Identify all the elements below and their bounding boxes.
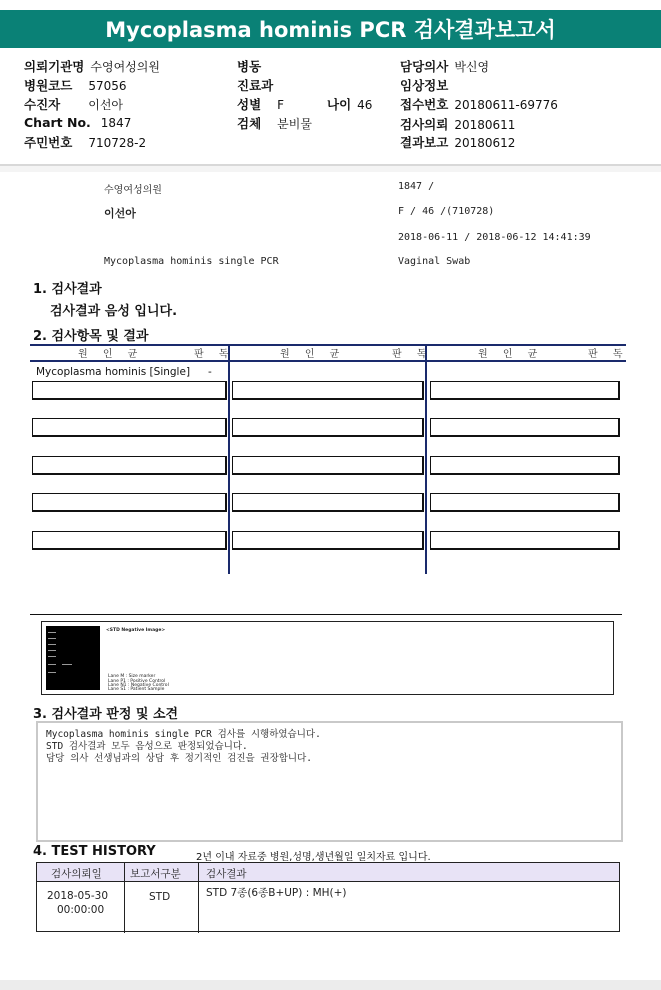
col2-pathogen-head: 원 인 균 — [280, 349, 346, 360]
result-box — [32, 456, 227, 475]
gel-electrophoresis-image — [46, 626, 100, 690]
specimen-field — [237, 114, 312, 132]
history-row-type: STD — [149, 891, 171, 903]
gel-band — [48, 664, 56, 665]
section4-title: 4. TEST HISTORY — [33, 844, 156, 859]
opinion-box — [36, 721, 623, 842]
result-box — [430, 493, 620, 512]
gel-legend-line: Lane P1 : Positive Control — [108, 679, 166, 684]
results-col-divider-1 — [228, 344, 230, 574]
gel-caption-title: <STD Negative Image> — [106, 628, 166, 633]
result-box — [232, 418, 424, 437]
history-header-result: 검사결과 — [206, 868, 247, 880]
results-col-divider-2 — [425, 344, 427, 574]
section1-title: 1. 검사결과 — [33, 282, 102, 297]
history-row-date: 2018-05-30 — [47, 890, 109, 902]
col1-pathogen-head: 원 인 균 — [78, 349, 144, 360]
patient-label: 수진자 — [24, 97, 61, 112]
request-value: 20180611 — [454, 118, 516, 132]
result-box — [32, 381, 227, 400]
sex-field — [237, 95, 284, 113]
rrn-value: 710728-2 — [88, 136, 147, 150]
history-header-type: 보고서구분 — [130, 868, 181, 880]
rrn-field — [24, 133, 146, 151]
report-title: Mycoplasma hominis PCR 검사결과보고서 — [0, 10, 661, 48]
results-table — [30, 344, 629, 574]
reception-value: 20180611-69776 — [454, 98, 558, 112]
specimen-label: 검체 — [237, 116, 262, 131]
chart-field — [24, 115, 131, 130]
doctor-label: 담당의사 — [400, 59, 449, 74]
gel-band — [48, 632, 56, 633]
history-row-time: 00:00:00 — [57, 904, 105, 916]
patient-field — [24, 95, 123, 113]
chart-value: 1847 — [100, 116, 132, 130]
results-table-headline — [30, 360, 626, 362]
mid-sex-age: F / 46 /(710728) — [398, 206, 495, 217]
gel-band — [48, 638, 56, 639]
history-col-divider — [124, 863, 125, 933]
reception-field — [400, 95, 558, 113]
result-box — [430, 456, 620, 475]
doctor-value: 박신영 — [454, 60, 490, 74]
gel-legend-line: Lane S1 : Patient Sample — [108, 687, 165, 692]
opinion-line: Mycoplasma hominis single PCR 검사를 시행하였습니다. — [46, 729, 321, 740]
chart-label: Chart No. — [24, 115, 91, 130]
result-box — [32, 531, 227, 550]
age-value: 46 — [357, 98, 373, 112]
request-label: 검사의뢰 — [400, 117, 449, 132]
report-field — [400, 133, 515, 151]
result-box — [430, 531, 620, 550]
gel-band — [48, 650, 56, 651]
ward-field — [237, 57, 267, 75]
mid-institution: 수영여성의원 — [104, 185, 162, 196]
ward-label: 병동 — [237, 59, 262, 74]
result-box — [232, 381, 424, 400]
dept-field — [237, 76, 279, 94]
hospital-code-field — [24, 76, 127, 94]
col1-judge-head: 판 독 — [194, 349, 235, 360]
section-separator — [30, 614, 622, 615]
request-field — [400, 115, 515, 133]
specimen-value: 분비물 — [277, 117, 312, 131]
clinical-field — [400, 76, 454, 94]
mid-patient: 이선아 — [104, 207, 136, 220]
col3-judge-head: 판 독 — [588, 349, 629, 360]
age-label: 나이 — [327, 97, 352, 112]
result-box — [232, 493, 424, 512]
result-box — [430, 418, 620, 437]
report-value: 20180612 — [454, 136, 516, 150]
mid-chart: 1847 / — [398, 181, 435, 192]
result-box — [232, 531, 424, 550]
age-field — [327, 95, 372, 113]
rrn-label: 주민번호 — [24, 135, 73, 150]
sex-value: F — [277, 98, 285, 112]
page-bottom-margin — [0, 980, 661, 990]
institution-label: 의뢰기관명 — [24, 59, 85, 74]
result-item-name: Mycoplasma hominis [Single] — [36, 366, 191, 378]
result-item-value: - — [208, 366, 212, 378]
clinical-label: 임상정보 — [400, 78, 449, 93]
reception-label: 접수번호 — [400, 97, 449, 112]
dept-label: 진료과 — [237, 78, 274, 93]
gel-legend-line: Lane N1 : Negative Control — [108, 683, 169, 688]
section2-title: 2. 검사항목 및 결과 — [33, 329, 149, 344]
mid-specimen: Vaginal Swab — [398, 256, 471, 267]
result-box — [430, 381, 620, 400]
hospital-code-label: 병원코드 — [24, 78, 73, 93]
hospital-code-value: 57056 — [88, 79, 127, 93]
gel-image-frame — [41, 621, 614, 695]
gel-band — [48, 644, 56, 645]
opinion-line: STD 검사결과 모두 음성으로 판정되었습니다. — [46, 741, 248, 752]
mid-dates: 2018-06-11 / 2018-06-12 14:41:39 — [398, 232, 591, 243]
col2-judge-head: 판 독 — [392, 349, 433, 360]
result-box — [32, 493, 227, 512]
col3-pathogen-head: 원 인 균 — [478, 349, 544, 360]
report-label: 결과보고 — [400, 135, 449, 150]
history-header-date: 검사의뢰일 — [51, 868, 102, 880]
result-box — [32, 418, 227, 437]
opinion-line: 담당 의사 선생님과의 상담 후 정기적인 검진을 권장합니다. — [46, 753, 313, 764]
history-table — [36, 862, 620, 932]
history-col-divider — [198, 863, 199, 933]
history-note: 2년 이내 자료중 병원,성명,생년월일 일치자료 입니다. — [196, 852, 431, 863]
result-box — [232, 456, 424, 475]
gel-band — [48, 656, 56, 657]
gel-band — [62, 664, 72, 665]
section3-title: 3. 검사결과 판정 및 소견 — [33, 707, 179, 722]
section1-result-text: 검사결과 음성 입니다. — [50, 304, 178, 319]
history-row-result: STD 7종(6종B+UP) : MH(+) — [206, 887, 347, 899]
header-divider-shadow — [0, 166, 661, 172]
gel-legend-line: Lane M : Size marker — [108, 674, 156, 679]
doctor-field — [400, 57, 489, 75]
gel-band — [48, 672, 56, 673]
institution-field — [24, 57, 160, 75]
sex-label: 성별 — [237, 97, 262, 112]
institution-value: 수영여성의원 — [90, 60, 160, 74]
mid-test-name: Mycoplasma hominis single PCR — [104, 256, 279, 267]
patient-value: 이선아 — [88, 98, 124, 112]
